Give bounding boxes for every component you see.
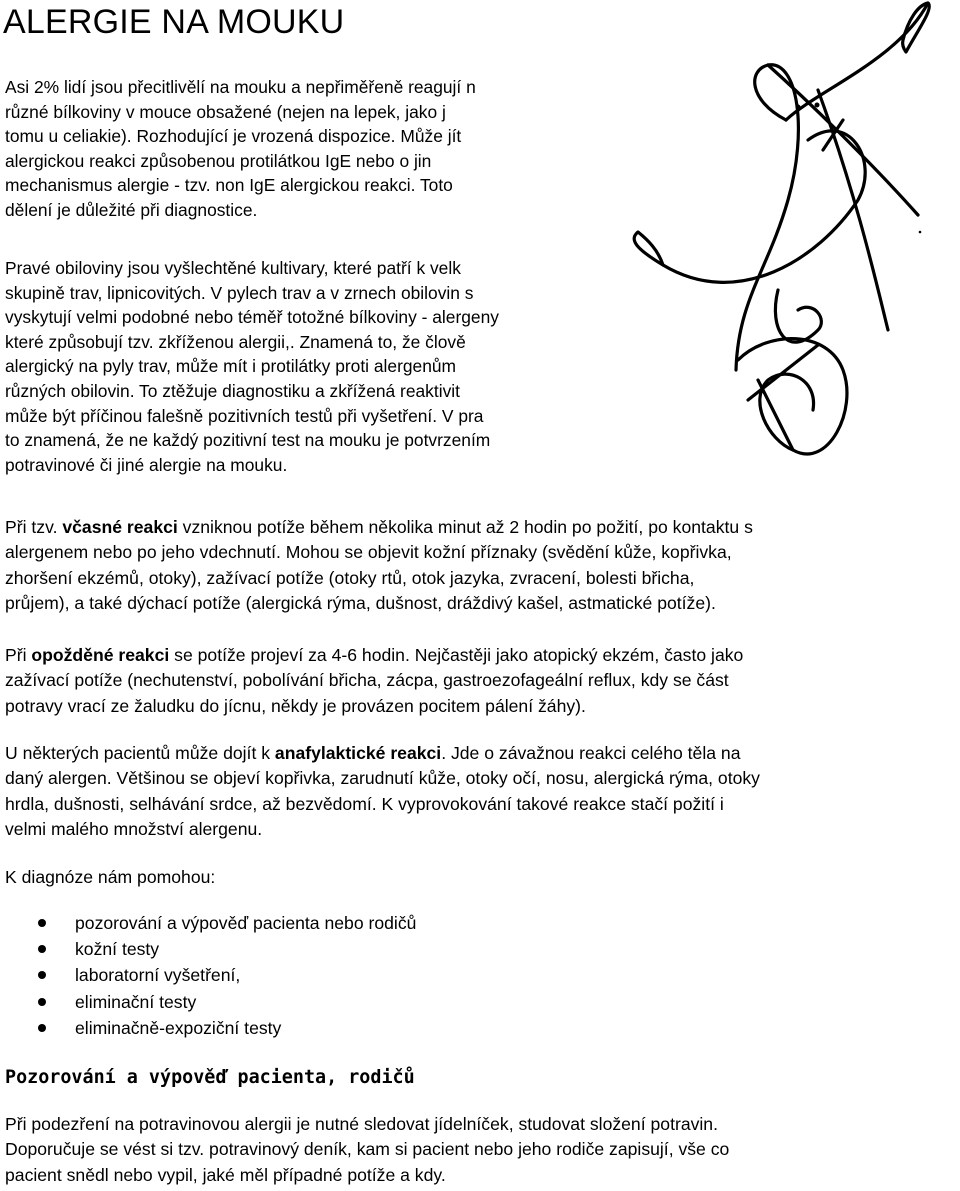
early-line: zhoršení ekzémů, otoky), zažívací potíže (otoky rtů, otok jazyka, zvracení, bolesti břicha,	[5, 567, 695, 588]
anaphylaxis-line: hrdla, dušnosti, selhávání srdce, až bezvědomí. K vyprovokování takové reakce stačí požití i	[5, 793, 724, 814]
intro-line: mechanismus alergie - tzv. non IgE alergickou reakci. Toto	[5, 175, 453, 196]
intro-line: Asi 2% lidí jsou přecitlivělí na mouku a nepřiměřeně reagují n	[5, 77, 476, 97]
list-item	[5, 910, 416, 936]
delayed-prefix: Při	[5, 645, 32, 665]
list-item-label: laboratorní vyšetření,	[75, 965, 241, 986]
observation-line: Při podezření na potravinovou alergii je nutné sledovat jídelníček, studovat složení potravin.	[5, 1114, 718, 1134]
diagnosis-intro-text: K diagnóze nám pomohou:	[5, 867, 216, 887]
delayed-reaction-paragraph	[5, 643, 955, 719]
intro-line: dělení je důležité při diagnostice.	[5, 199, 258, 220]
cross-line: různých obilovin. To ztěžuje diagnostiku a zkřížená reaktivit	[5, 380, 460, 401]
page-title: ALERGIE NA MOUKU	[3, 3, 345, 41]
anaphylaxis-line: velmi malého množství alergenu.	[5, 819, 263, 840]
delayed-first-line	[5, 643, 955, 668]
bullet-icon	[38, 1024, 46, 1032]
anaphylaxis-paragraph	[5, 741, 955, 843]
early-line: alergenem nebo po jeho vdechnutí. Mohou se objevit kožní příznaky (svědění kůže, kopřivka,	[5, 542, 732, 563]
bullet-icon	[38, 945, 46, 953]
anaphylaxis-line1-rest: . Jde o závažnou reakci celého těla na	[441, 743, 741, 763]
anaphylaxis-first-line	[5, 741, 955, 766]
bullet-icon	[38, 971, 46, 979]
cross-line: skupině trav, lipnicovitých. V pylech trav a v zrnech obilovin s	[5, 282, 474, 303]
anaphylaxis-prefix: U některých pacientů může dojít k	[5, 743, 275, 763]
list-item	[5, 989, 416, 1015]
list-item-label: kožní testy	[75, 939, 160, 960]
intro-line: různé bílkoviny v mouce obsažené (nejen na lepek, jako j	[5, 101, 446, 122]
cross-line: to znamená, že ne každý pozitivní test na mouku je potvrzením	[5, 430, 491, 451]
early-prefix: Při tzv.	[5, 517, 63, 537]
cross-allergy-paragraph	[5, 256, 617, 477]
cross-line: které způsobují tzv. zkříženou alergii,. Znamená to, že člově	[5, 331, 466, 352]
bullet-icon	[38, 998, 46, 1006]
delayed-line1-rest: se potíže projeví za 4-6 hodin. Nejčastěji jako atopický ekzém, často jako	[169, 645, 744, 665]
cross-line: alergický na pyly trav, může mít i protilátky proti alergenům	[5, 356, 457, 377]
list-item	[5, 936, 416, 962]
cross-line: potravinové či jiné alergie na mouku.	[5, 454, 288, 475]
anaphylaxis-bold-term: anafylaktické reakci	[274, 743, 442, 763]
early-reaction-paragraph	[5, 515, 955, 617]
hand-drawn-sketch	[618, 0, 960, 480]
list-item-label: eliminační testy	[75, 991, 197, 1012]
delayed-line: zažívací potíže (nechutenství, pobolívání břicha, zácpa, gastroezofageální reflux, kdy se část	[5, 670, 729, 691]
list-item-label: pozorování a výpověď pacienta nebo rodičů	[75, 913, 417, 933]
bullet-icon	[38, 919, 46, 927]
anaphylaxis-line: daný alergen. Většinou se objeví kopřivka, zarudnutí kůže, otoky očí, nosu, alergická rýma, otoky	[5, 768, 760, 789]
cross-line: vyskytují velmi podobné nebo téměř totožné bílkoviny - alergeny	[5, 307, 499, 328]
diagnosis-intro	[5, 865, 955, 890]
list-item-label: eliminačně-expoziční testy	[75, 1017, 282, 1038]
cross-line: Pravé obiloviny jsou vyšlechtěné kultivary, které patří k velk	[5, 258, 461, 278]
early-line: průjem), a také dýchací potíže (alergická rýma, dušnost, dráždivý kašel, astmatické potíže).	[5, 593, 716, 614]
early-line1-rest: vzniknou potíže během několika minut až 2 hodin po požití, po kontaktu s	[177, 517, 753, 537]
observation-paragraph	[5, 1112, 955, 1188]
intro-line: alergickou reakci způsobenou protilátkou IgE nebo o jin	[5, 150, 432, 171]
delayed-bold-term: opožděné reakci	[31, 645, 170, 665]
diagnosis-list	[5, 910, 416, 1041]
early-first-line	[5, 515, 955, 540]
cross-line: může být příčinou falešně pozitivních testů při vyšetření. V pra	[5, 405, 484, 426]
delayed-line: potravy vrací ze žaludku do jícnu, někdy je provázen pocitem pálení žáhy).	[5, 695, 586, 716]
section-heading: Pozorování a výpověď pacienta, rodičů	[5, 1067, 415, 1088]
observation-line: pacient snědl nebo vypil, jaké měl případné potíže a kdy.	[5, 1164, 446, 1185]
intro-paragraph	[5, 75, 617, 223]
early-bold-term: včasné reakci	[62, 517, 178, 537]
observation-line: Doporučuje se vést si tzv. potravinový deník, kam si pacient nebo jeho rodiče zapisují, vše co	[5, 1139, 730, 1160]
list-item	[5, 1015, 416, 1041]
intro-line: tomu u celiakie). Rozhodující je vrozená dispozice. Může jít	[5, 126, 462, 147]
list-item	[5, 962, 416, 988]
